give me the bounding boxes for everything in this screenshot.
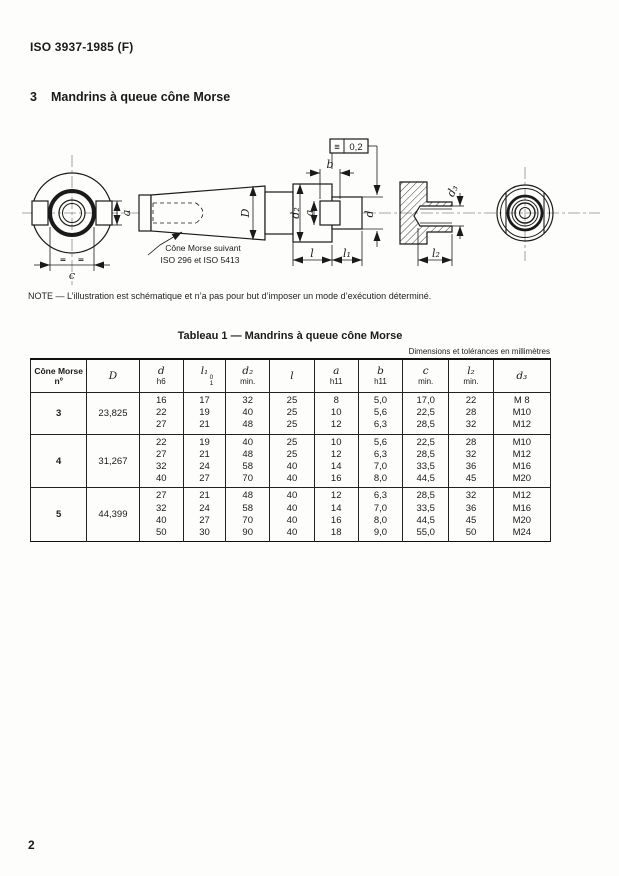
value-line: 7,0: [373, 461, 388, 473]
cone-callout-line2: ISO 296 et ISO 5413: [160, 255, 240, 265]
table-group-row: [31, 434, 551, 488]
value-line: 16: [155, 395, 167, 406]
value-line: 8: [333, 395, 339, 406]
value-line: 14: [330, 502, 342, 514]
value-line: 40: [286, 514, 298, 526]
table-header-row: [31, 359, 551, 393]
value-line: 17,0: [416, 395, 435, 406]
D-value-cell: 23,825: [87, 393, 139, 435]
value-line: 22: [155, 407, 167, 419]
value-line: 5,0: [373, 395, 388, 406]
value-line: 27: [199, 473, 210, 485]
dim-label-D: D: [239, 208, 252, 218]
value-line: M12: [512, 448, 532, 460]
equal-mark: =: [59, 255, 67, 264]
value-line: 48: [242, 448, 253, 460]
value-line: 25: [286, 419, 298, 431]
value-line: 27: [155, 448, 167, 460]
value-line: 90: [242, 527, 253, 539]
cone-morse-number-cell: 4: [31, 434, 87, 488]
value-cell: [270, 393, 314, 435]
dim-label-l1: l₁: [343, 247, 351, 260]
dim-label-d: d: [363, 210, 376, 218]
col-header-c: c min.: [403, 359, 449, 393]
dim-label-d3: d₃: [444, 182, 461, 199]
value-line: 28: [465, 407, 477, 419]
col-header-l: l: [270, 359, 314, 393]
value-line: 6,3: [373, 419, 388, 431]
value-line: 32: [465, 490, 477, 502]
value-cell: [358, 393, 402, 435]
value-line: M 8: [513, 395, 530, 406]
col-header-d2: d₂ min.: [226, 359, 270, 393]
value-cell: [183, 393, 225, 435]
value-line: M24: [512, 527, 532, 539]
value-line: 70: [242, 473, 253, 485]
value-line: 27: [155, 490, 167, 502]
section-heading: [30, 90, 230, 104]
col-header-D: D: [87, 359, 139, 393]
value-line: 25: [286, 407, 298, 419]
value-cell: [449, 488, 493, 542]
value-line: 22,5: [416, 407, 435, 419]
value-line: 9,0: [373, 527, 388, 539]
value-line: M20: [512, 514, 532, 526]
document-reference: ISO 3937-1985 (F): [30, 40, 134, 54]
value-line: 25: [286, 448, 298, 460]
col-header-b: b h11: [358, 359, 402, 393]
value-cell: [314, 393, 358, 435]
value-line: 32: [155, 502, 167, 514]
value-line: 5,6: [373, 407, 388, 419]
value-line: 45: [465, 473, 477, 485]
value-line: M12: [512, 419, 532, 431]
value-line: 40: [286, 461, 298, 473]
value-line: 40: [242, 407, 253, 419]
dim-label-a-front: a: [120, 209, 133, 217]
value-line: 21: [199, 448, 210, 460]
value-cell: [226, 434, 270, 488]
value-line: 32: [465, 419, 477, 431]
tolerance-frame: [330, 139, 368, 153]
value-line: 19: [199, 436, 210, 448]
value-line: 50: [465, 527, 477, 539]
value-line: 40: [286, 490, 298, 502]
value-cell: [226, 393, 270, 435]
technical-drawing: [0, 125, 619, 295]
value-cell: [403, 434, 449, 488]
value-line: 33,5: [416, 461, 435, 473]
col-header-a: a h11: [314, 359, 358, 393]
value-line: 32: [465, 448, 477, 460]
col-header-l2: l₂ min.: [449, 359, 493, 393]
page-number: 2: [28, 838, 35, 852]
value-cell: [403, 393, 449, 435]
value-line: 36: [465, 502, 477, 514]
value-cell: [403, 488, 449, 542]
value-line: 40: [286, 527, 298, 539]
value-line: 22,5: [416, 436, 435, 448]
value-line: 16: [330, 514, 342, 526]
table-body: [31, 393, 551, 542]
value-cell: [139, 488, 183, 542]
technical-drawing-svg: [0, 125, 619, 295]
section-number: 3: [30, 90, 37, 104]
value-line: 17: [199, 395, 210, 406]
dim-label-b: b: [326, 158, 334, 171]
value-line: 18: [330, 527, 342, 539]
value-line: 40: [155, 514, 167, 526]
table-group-row: [31, 393, 551, 435]
value-line: 25: [286, 395, 298, 406]
value-cell: [270, 434, 314, 488]
value-line: 14: [330, 461, 342, 473]
value-cell: [270, 488, 314, 542]
dim-label-c: c: [68, 269, 76, 282]
value-line: 30: [199, 527, 210, 539]
l1-tolerance: 0 1: [209, 373, 214, 387]
value-line: 12: [330, 448, 342, 460]
value-cell: [358, 434, 402, 488]
value-line: 27: [199, 514, 210, 526]
value-line: 45: [465, 514, 477, 526]
value-line: 21: [199, 490, 210, 502]
value-line: 5,6: [373, 436, 388, 448]
value-line: M16: [512, 461, 532, 473]
tolerance-value: 0,2: [349, 142, 363, 154]
value-cell: [314, 488, 358, 542]
value-line: 10: [330, 407, 342, 419]
value-line: 6,3: [373, 490, 388, 502]
dim-label-l2: l₂: [432, 247, 440, 260]
value-cell: [493, 393, 550, 435]
value-cell: [139, 393, 183, 435]
value-line: 40: [286, 502, 298, 514]
value-line: M10: [512, 436, 532, 448]
cone-morse-number-cell: 5: [31, 488, 87, 542]
value-line: 58: [242, 502, 253, 514]
value-line: 6,3: [373, 448, 388, 460]
value-line: 27: [155, 419, 167, 431]
units-note: Dimensions et tolérances en millimètres: [408, 347, 550, 356]
value-cell: [493, 488, 550, 542]
value-line: 12: [330, 490, 342, 502]
col-header-cone-morse: Cône Morse nº: [31, 359, 87, 393]
value-line: 28,5: [416, 419, 435, 431]
section-title: Mandrins à queue cône Morse: [50, 90, 231, 104]
value-line: M12: [512, 490, 532, 502]
value-line: 50: [155, 527, 167, 539]
value-line: M20: [512, 473, 532, 485]
equal-mark: =: [77, 255, 85, 264]
value-line: 40: [155, 473, 167, 485]
value-line: 40: [286, 473, 298, 485]
dimensions-table: [30, 358, 551, 542]
value-cell: [493, 434, 550, 488]
value-line: 10: [330, 436, 342, 448]
value-line: 25: [286, 436, 298, 448]
value-line: 12: [330, 419, 342, 431]
value-line: 32: [155, 461, 167, 473]
value-line: 44,5: [416, 514, 435, 526]
cone-callout-line1: Cône Morse suivant: [165, 243, 241, 253]
value-cell: [358, 488, 402, 542]
value-line: 32: [242, 395, 253, 406]
value-line: 21: [199, 419, 210, 431]
value-cell: [449, 393, 493, 435]
value-line: 40: [242, 436, 253, 448]
value-line: 19: [199, 407, 210, 419]
value-line: 22: [465, 395, 477, 406]
value-line: 8,0: [373, 514, 388, 526]
col-header-l1: l₁ 0 1: [183, 359, 225, 393]
symmetry-symbol-icon: ≡: [334, 142, 340, 154]
col-header-d: d h6: [139, 359, 183, 393]
D-value-cell: 31,267: [87, 434, 139, 488]
dim-label-a-slot: a: [303, 209, 316, 217]
value-line: 55,0: [416, 527, 435, 539]
value-cell: [314, 434, 358, 488]
value-line: 58: [242, 461, 253, 473]
value-line: 7,0: [373, 502, 388, 514]
table-title: Tableau 1 — Mandrins à queue cône Morse: [177, 330, 403, 342]
value-line: 36: [465, 461, 477, 473]
value-line: 33,5: [416, 502, 435, 514]
note-text: NOTE — L’illustration est schématique et n’a pas pour but d’imposer un mode d’exécution déterminé.: [28, 291, 432, 301]
D-value-cell: 44,399: [87, 488, 139, 542]
value-cell: [449, 434, 493, 488]
value-line: 22: [155, 436, 167, 448]
value-line: 48: [242, 419, 253, 431]
value-line: M16: [512, 502, 532, 514]
table-group-row: [31, 488, 551, 542]
value-line: M10: [512, 407, 532, 419]
value-line: 70: [242, 514, 253, 526]
value-line: 24: [199, 502, 210, 514]
col-header-d3: d₃: [493, 359, 550, 393]
value-cell: [183, 434, 225, 488]
value-line: 48: [242, 490, 253, 502]
value-line: 28,5: [416, 448, 435, 460]
cone-morse-number-cell: 3: [31, 393, 87, 435]
value-line: 44,5: [416, 473, 435, 485]
value-line: 28: [465, 436, 477, 448]
dim-label-d2: d₂: [289, 207, 302, 219]
dim-label-l: l: [310, 247, 314, 260]
value-line: 8,0: [373, 473, 388, 485]
value-cell: [226, 488, 270, 542]
value-line: 28,5: [416, 490, 435, 502]
value-line: 16: [330, 473, 342, 485]
value-line: 24: [199, 461, 210, 473]
value-cell: [139, 434, 183, 488]
value-cell: [183, 488, 225, 542]
